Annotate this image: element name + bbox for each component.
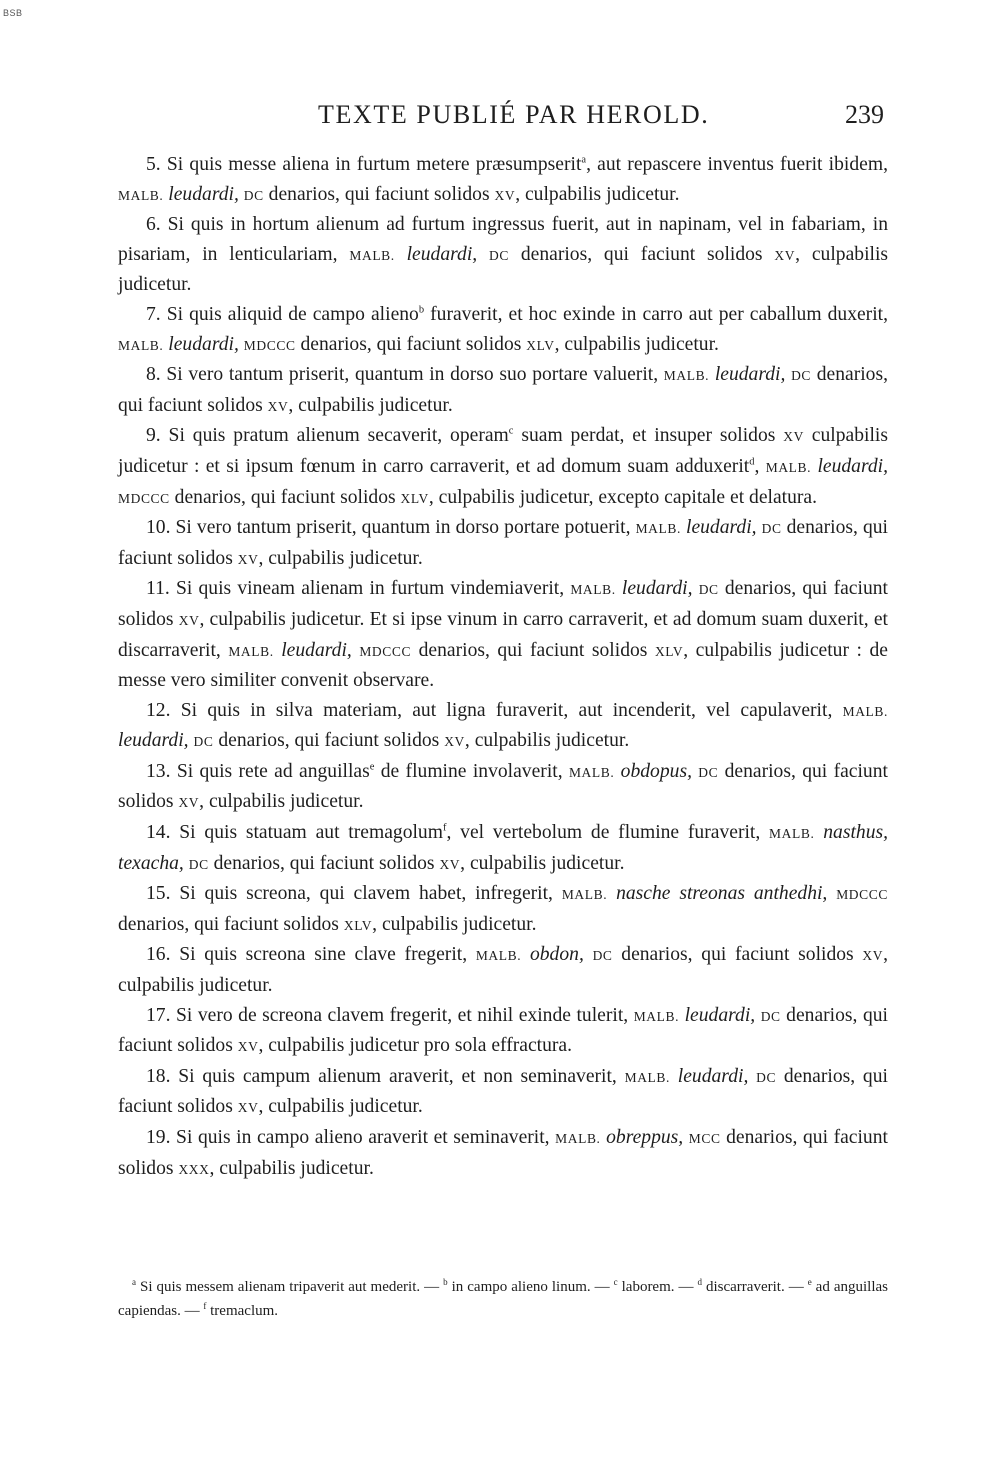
paragraph-text: , culpabilis judicetur : de messe vero similiter convenit observare. — [118, 639, 888, 692]
paragraph-text — [827, 883, 836, 904]
small-caps-text: XV — [439, 856, 461, 872]
footnote-text: Si quis messem alienam tripaverit aut mederit. — — [136, 1279, 444, 1295]
paragraph-text: , culpabilis judicetur. — [515, 183, 680, 205]
italic-term: leudardi, — [677, 1065, 749, 1087]
paragraph-text: denarios, qui faciunt solidos — [118, 517, 888, 569]
paragraph-text: 16. Si quis screona sine clave fregerit, — [146, 944, 476, 966]
small-caps-text: XV — [178, 612, 200, 628]
small-caps-text: DC — [791, 368, 812, 384]
italic-term: obreppus, — [606, 1127, 684, 1148]
small-caps-text: XV — [237, 551, 259, 567]
paragraph-text: 19. Si quis in campo alieno araverit et seminaverit, — [146, 1127, 556, 1148]
small-caps-text: XV — [774, 247, 796, 263]
paragraph-text: 7. Si quis aliquid de campo alieno — [146, 303, 419, 325]
article-paragraph — [118, 818, 888, 879]
small-caps-text: DC — [592, 948, 613, 964]
paragraph-text: 9. Si quis pratum alienum secaverit, operam — [146, 425, 509, 447]
paragraph-text: culpabilis judicetur : et si ipsum fœnum in carro carraverit, et ad domum suam adduxerit — [118, 425, 888, 477]
footnote-marker: b — [418, 304, 425, 316]
footnote-text: laborem. — — [617, 1279, 698, 1295]
italic-term: leudardi, — [686, 517, 757, 539]
paragraph-text: 12. Si quis in silva materiam, aut ligna furaverit, aut incenderit, vel capulaverit, — [146, 699, 843, 721]
paragraph-text: 6. Si quis in hortum alienum ad furtum ingressus fuerit, aut in napinam, vel in fabariam, in pisariam, in lenticulariam, — [118, 214, 888, 265]
footnote-marker: f — [442, 822, 447, 834]
italic-term: leudardi, — [168, 333, 239, 355]
italic-term: leudardi, — [281, 639, 352, 661]
footnote-marker: d — [749, 456, 755, 468]
paragraph-text: denarios, qui faciunt solidos — [118, 760, 888, 813]
small-caps-text: MDCCC — [359, 643, 412, 659]
small-caps-text: XLV — [526, 337, 555, 353]
running-title: TEXTE PUBLIÉ PAR HEROLD. — [318, 100, 710, 129]
paragraph-text: denarios, qui faciunt solidos — [509, 243, 775, 265]
small-caps-text: XV — [783, 429, 804, 445]
running-header — [118, 100, 888, 140]
paragraph-text: 15. Si quis screona, qui clavem habet, infregerit, — [146, 883, 562, 905]
small-caps-text: MALB. — [624, 1069, 670, 1085]
article-paragraph — [118, 513, 888, 574]
footnote-marker: e — [369, 761, 375, 773]
footnote-text: tremaclum. — [206, 1303, 279, 1319]
italic-term: obdopus, — [620, 760, 692, 782]
paragraph-text: , culpabilis judicetur. — [258, 1096, 423, 1118]
small-caps-text: MALB. — [118, 337, 164, 353]
small-caps-text: MALB. — [475, 948, 522, 964]
small-caps-text: MALB. — [118, 187, 164, 203]
italic-term: leudardi, — [621, 578, 693, 600]
footnote-text: ad anguillas capiendas. — — [118, 1279, 888, 1319]
small-caps-text: XV — [862, 948, 884, 964]
small-caps-text: DC — [243, 187, 264, 203]
small-caps-text: MALB. — [842, 703, 888, 719]
paragraph-text: 18. Si quis campum alienum araverit, et non seminaverit, — [146, 1065, 625, 1087]
italic-term: obdon, — [529, 944, 584, 966]
small-caps-text: DC — [698, 764, 719, 780]
small-caps-text: MALB. — [570, 582, 616, 598]
small-caps-text: XLV — [400, 490, 429, 506]
article-paragraph — [118, 150, 888, 210]
footnote-marker: e — [807, 1277, 812, 1287]
small-caps-text: MCC — [688, 1131, 721, 1146]
article-paragraph — [118, 1001, 888, 1062]
article-paragraph — [118, 940, 888, 1000]
small-caps-text: MDCCC — [836, 887, 888, 903]
paragraph-text: suam perdat, et insuper solidos — [513, 425, 784, 447]
small-caps-text: DC — [193, 734, 214, 750]
article-paragraph — [118, 757, 888, 818]
paragraph-text: , culpabilis judicetur, excepto capitale et delatura. — [428, 486, 818, 508]
small-caps-text: MALB. — [633, 1008, 680, 1024]
paragraph-text: denarios, qui faciunt solidos — [118, 578, 888, 630]
small-caps-text: DC — [756, 1069, 777, 1085]
small-caps-text: XLV — [343, 917, 373, 933]
article-paragraph — [118, 879, 888, 940]
paragraph-text: de flumine involaverit, — [374, 760, 569, 782]
paragraph-text: denarios, qui faciunt solidos — [213, 730, 445, 752]
body-text — [118, 150, 888, 1184]
paragraph-text: 8. Si vero tantum priserit, quantum in dorso suo portare valuerit, — [146, 364, 664, 386]
paragraph-text: , vel vertebolum de flumine furaverit, — [446, 822, 770, 844]
paragraph-text: 13. Si quis rete ad anguillas — [146, 760, 370, 782]
paragraph-text — [607, 883, 616, 904]
paragraph-text: 10. Si vero tantum priserit, quantum in dorso portare potuerit, — [146, 517, 636, 539]
paragraph-text: , culpabilis judicetur. — [209, 1157, 374, 1179]
paragraph-text — [584, 944, 593, 965]
paragraph-text: , culpabilis judicetur. — [554, 333, 719, 355]
small-caps-text: XXX — [178, 1161, 210, 1177]
paragraph-text — [670, 1066, 678, 1087]
small-caps-text: DC — [760, 1008, 781, 1024]
paragraph-text: denarios, qui faciunt solidos — [295, 333, 527, 355]
small-caps-text: XV — [178, 795, 200, 811]
small-caps-text: XLV — [654, 643, 684, 659]
small-caps-text: MDCCC — [118, 490, 170, 506]
footnote-marker: d — [697, 1277, 702, 1287]
paragraph-text: denarios, qui faciunt solidos — [118, 364, 888, 416]
paragraph-text: denarios, qui faciunt solidos — [411, 639, 655, 661]
footnote-text: in campo alieno linum. — — [447, 1279, 614, 1295]
small-caps-text: MALB. — [769, 826, 815, 842]
footnote-marker: b — [443, 1277, 448, 1287]
paragraph-text — [748, 1066, 756, 1087]
small-caps-text: MALB. — [228, 643, 274, 659]
italic-term: leudardi, — [684, 1004, 756, 1026]
paragraph-text: 14. Si quis statuam aut tremagolum — [146, 822, 443, 844]
paragraph-text: 5. Si quis messe aliena in furtum metere præsumpserit — [146, 154, 582, 175]
small-caps-text: MALB. — [635, 521, 681, 537]
paragraph-text: , culpabilis judicetur. — [372, 913, 537, 935]
paragraph-text: denarios, qui faciunt solidos — [169, 486, 401, 508]
paragraph-text: , culpabilis judicetur. — [258, 547, 423, 569]
article-paragraph — [118, 360, 888, 421]
paragraph-text: denarios, qui faciunt solidos — [208, 852, 440, 874]
article-paragraph — [118, 1123, 888, 1184]
italic-term: nasthus, texacha, — [118, 822, 889, 874]
paragraph-text: 11. Si quis vineam alienam in furtum vindemiaverit, — [146, 578, 571, 600]
paragraph-text: denarios, qui faciunt solidos — [118, 1065, 888, 1118]
small-caps-text: XV — [267, 398, 289, 414]
paragraph-text — [395, 244, 407, 265]
paragraph-text: , culpabilis judicetur. — [464, 730, 630, 752]
article-paragraph — [118, 421, 888, 513]
small-caps-text: MALB. — [663, 368, 710, 384]
paragraph-text: , culpabilis judicetur. — [460, 852, 625, 874]
article-paragraph — [118, 574, 888, 695]
paragraph-text: , culpabilis judicetur pro sola effractura. — [258, 1035, 573, 1057]
small-caps-text: MALB. — [561, 887, 608, 903]
paragraph-text: , — [754, 455, 766, 477]
article-paragraph — [118, 1062, 888, 1123]
library-watermark: BSB — [3, 8, 23, 18]
footnote-marker: f — [203, 1301, 207, 1311]
paragraph-text: 17. Si vero de screona clavem fregerit, et nihil exinde tulerit, — [146, 1004, 634, 1026]
paragraph-text — [814, 822, 823, 843]
paragraph-text: , aut repascere inventus fuerit ibidem, — [586, 154, 889, 175]
footnotes — [118, 1275, 888, 1323]
paragraph-text: , culpabilis judicetur. Et si ipse vinum in carro carraverit, et ad domum suam duxerit, et discarraverit, — [118, 608, 888, 661]
article-paragraph — [118, 696, 888, 757]
small-caps-text: DC — [761, 521, 782, 537]
footnote-line — [118, 1275, 888, 1323]
paragraph-text — [477, 244, 489, 265]
footnote-marker: a — [581, 154, 587, 166]
small-caps-text: MALB. — [765, 459, 812, 475]
paragraph-text: denarios, qui faciunt solidos — [118, 1004, 888, 1057]
italic-term: leudardi, — [168, 183, 239, 205]
small-caps-text: XV — [444, 734, 465, 750]
article-paragraph — [118, 210, 888, 300]
paragraph-text: , culpabilis judicetur. — [288, 394, 453, 416]
small-caps-text: MALB. — [568, 764, 615, 780]
paragraph-text: , culpabilis judicetur. — [118, 944, 889, 997]
footnote-text: discarraverit. — — [702, 1279, 808, 1295]
small-caps-text: DC — [698, 582, 719, 598]
paragraph-text — [521, 944, 530, 965]
paragraph-text: furaverit, et hoc exinde in carro aut per caballum duxerit, — [424, 303, 888, 325]
paragraph-text: denarios, qui faciunt solidos — [118, 913, 344, 935]
italic-term: leudardi, — [118, 730, 189, 752]
paragraph-text: , culpabilis judicetur. — [199, 791, 364, 813]
small-caps-text: DC — [188, 856, 209, 872]
paragraph-text: , culpabilis judicetur. — [118, 243, 889, 296]
small-caps-text: MDCCC — [243, 337, 296, 353]
small-caps-text: MALB. — [555, 1131, 601, 1146]
small-caps-text: XV — [237, 1039, 259, 1055]
paragraph-text: denarios, qui faciunt solidos — [612, 944, 863, 966]
small-caps-text: DC — [489, 247, 509, 263]
article-paragraph — [118, 300, 888, 360]
paragraph-text: denarios, qui faciunt solidos — [263, 183, 495, 205]
small-caps-text: XV — [494, 187, 516, 203]
footnote-marker: c — [613, 1277, 618, 1287]
page-number: 239 — [845, 100, 884, 129]
italic-term: leudardi, — [714, 364, 786, 386]
footnote-marker: c — [508, 425, 514, 437]
paragraph-text: denarios, qui faciunt solidos — [118, 1127, 888, 1179]
italic-term: leudardi, — [406, 243, 478, 265]
footnote-marker: a — [132, 1277, 136, 1287]
italic-term: nasche streonas anthedhi, — [616, 883, 828, 905]
italic-term: leudardi, — [817, 455, 889, 477]
small-caps-text: XV — [237, 1100, 259, 1116]
small-caps-text: MALB. — [349, 247, 395, 263]
